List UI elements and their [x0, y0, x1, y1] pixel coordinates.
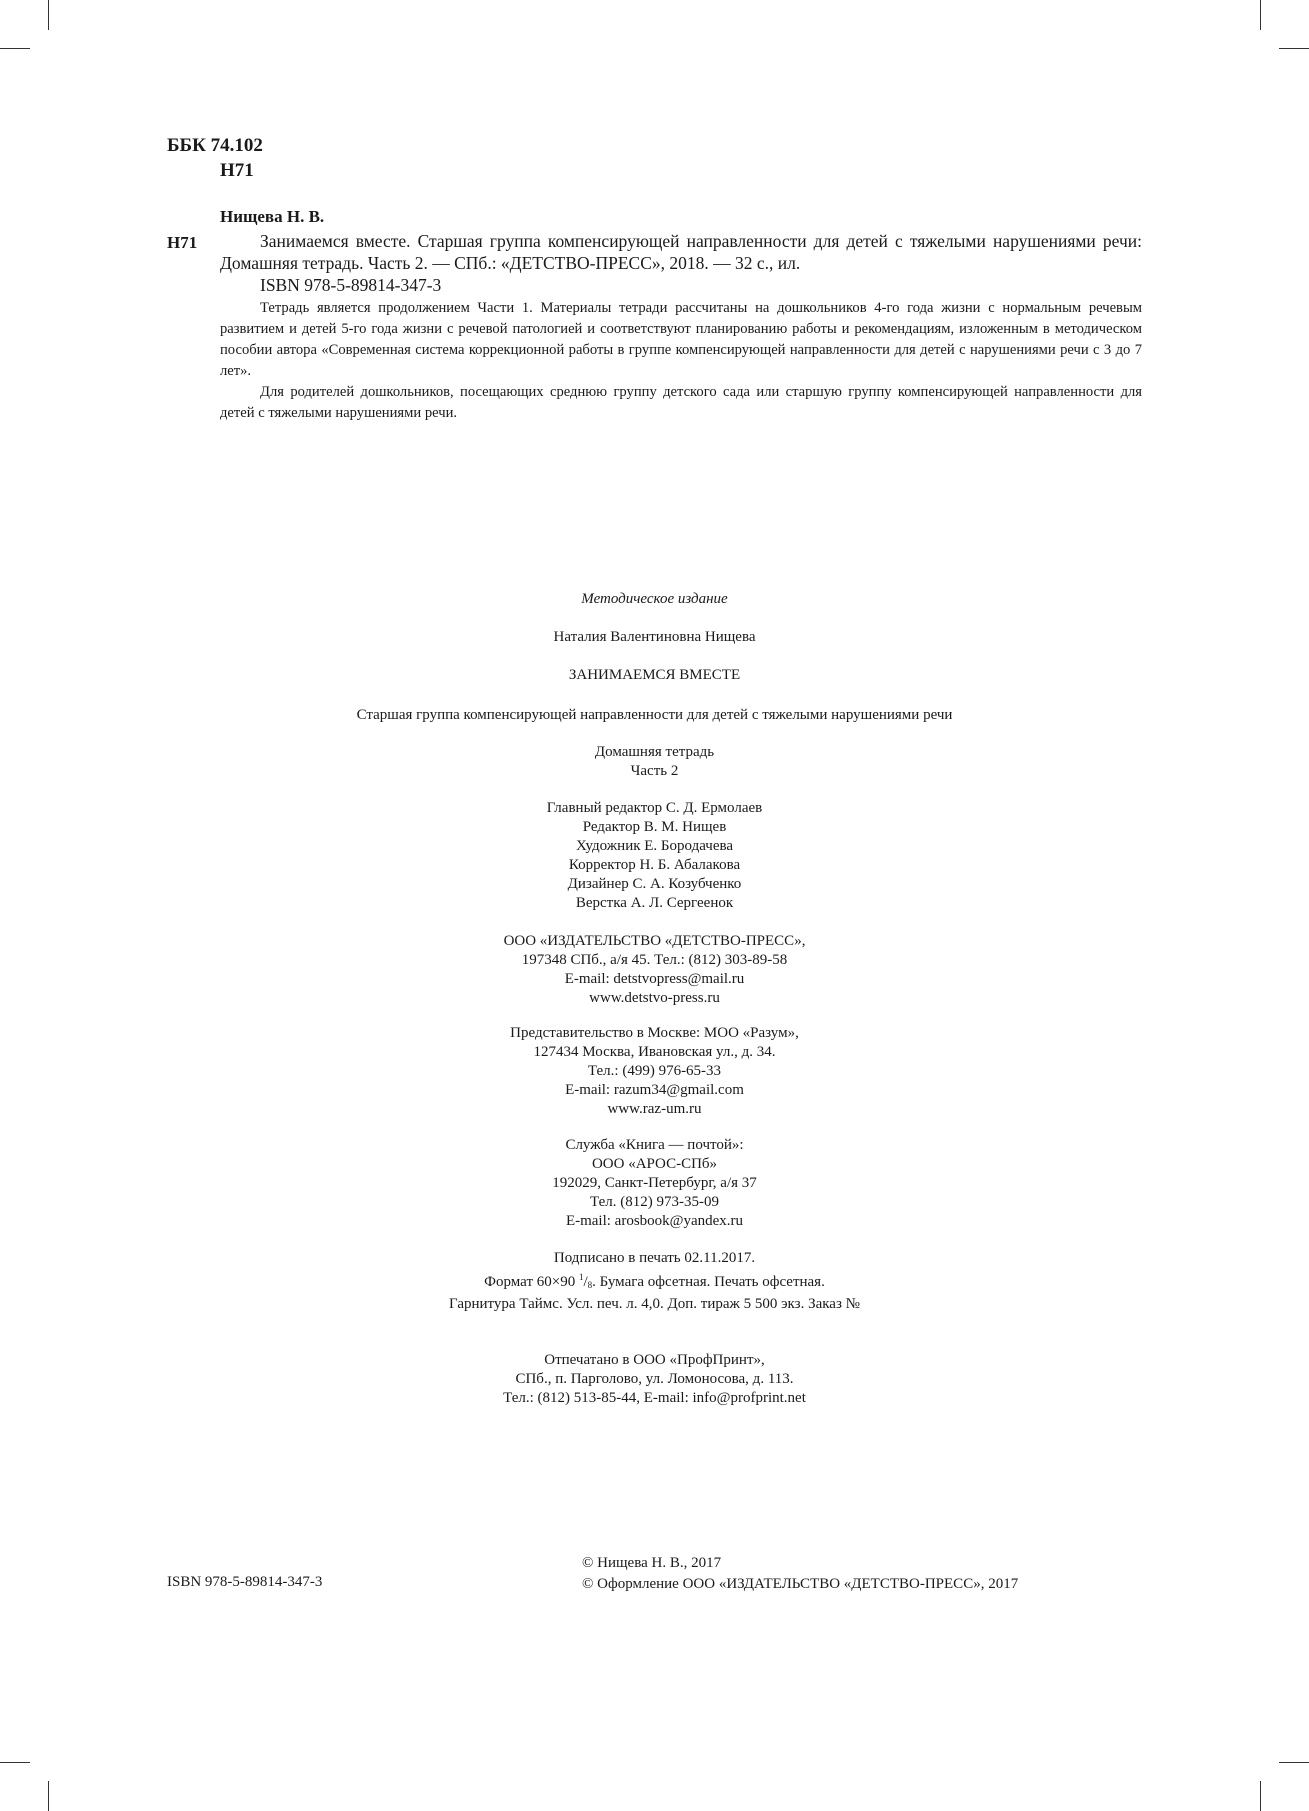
printer-line: Отпечатано в ООО «ПрофПринт»,: [544, 1352, 765, 1368]
mail-service-line: Служба «Книга — почтой»:: [565, 1137, 744, 1153]
format-prefix: Формат 60×90: [484, 1274, 579, 1290]
book-subtitle: Старшая группа компенсирующей направленности для детей с тяжелыми нарушениями речи: [356, 707, 953, 723]
printer-line: СПб., п. Парголово, ул. Ломоносова, д. 113.: [515, 1371, 794, 1387]
crop-mark-bottom-right-h: [1279, 1762, 1309, 1763]
printer-line: Тел.: (812) 513-85-44, E-mail: info@profprint.net: [503, 1390, 806, 1406]
book-part: Часть 2: [630, 763, 679, 779]
mail-service-block: [0, 1136, 1309, 1231]
staff-item: Дизайнер С. А. Козубченко: [567, 876, 742, 892]
annotation: [220, 298, 1142, 424]
author-heading: Нищева Н. В.: [220, 207, 325, 226]
mail-service-line: 192029, Санкт-Петербург, а/я 37: [552, 1175, 757, 1191]
copyright-block: [582, 1553, 1018, 1595]
crop-mark-top-right-h: [1279, 48, 1309, 49]
staff-item: Корректор Н. Б. Абалакова: [568, 857, 741, 873]
mail-service-line: E-mail: arosbook@yandex.ru: [565, 1213, 744, 1229]
author-sign-left: Н71: [167, 233, 198, 252]
copyright-author: © Нищева Н. В., 2017: [582, 1555, 722, 1571]
format-line: [0, 1268, 1309, 1295]
moscow-line: E-mail: razum34@gmail.com: [565, 1082, 744, 1098]
moscow-line: Тел.: (499) 976-65-33: [587, 1063, 722, 1079]
book-type-block: [0, 743, 1309, 781]
moscow-line: Представительство в Москве: МОО «Разум»,: [510, 1025, 799, 1041]
crop-mark-top-left: [48, 0, 49, 30]
biblio-isbn: ISBN 978-5-89814-347-3: [260, 275, 442, 295]
bbk-classification: [167, 133, 263, 183]
bbk-code: ББК 74.102: [167, 135, 263, 156]
staff-list: [0, 799, 1309, 913]
publisher-line: www.detstvo-press.ru: [589, 990, 720, 1006]
printer-block: [0, 1351, 1309, 1408]
author-full-name: Наталия Валентиновна Нищева: [553, 629, 756, 645]
crop-mark-top-left-h: [0, 48, 30, 49]
staff-item: Главный редактор С. Д. Ермолаев: [546, 800, 763, 816]
format-suffix: . Бумага офсетная. Печать офсетная.: [592, 1274, 825, 1290]
annotation-paragraph-1: Тетрадь является продолжением Части 1. Материалы тетради рассчитаны на дошкольников 4-го года жизни с нормальным речевым развитием и детей 5-го года жизни с речевой патологией и соответствуют планированию работы и рекомендациям, изложенным в методическом пособии автора «Современная система коррекционной работы в группе компенсирующей направленности для детей с нарушениями речи с 3 до 7 лет».: [220, 300, 1142, 379]
staff-item: Редактор В. М. Нищев: [582, 819, 727, 835]
copyright-design: © Оформление ООО «ИЗДАТЕЛЬСТВО «ДЕТСТВО-ПРЕСС», 2017: [582, 1576, 1019, 1592]
staff-item: Верстка А. Л. Сергеенок: [575, 895, 734, 911]
edition-type: Методическое издание: [581, 591, 728, 607]
publisher-line: E-mail: detstvopress@mail.ru: [564, 971, 745, 987]
crop-mark-bottom-left: [48, 1781, 49, 1811]
mail-service-line: ООО «АРОС-СПб»: [591, 1156, 718, 1172]
signed-to-print: Подписано в печать 02.11.2017.: [553, 1250, 756, 1266]
crop-mark-top-right: [1260, 0, 1261, 30]
typeface-line: Гарнитура Таймс. Усл. печ. л. 4,0. Доп. тираж 5 500 экз. Заказ №: [449, 1296, 860, 1312]
book-type: Домашняя тетрадь: [594, 744, 715, 760]
crop-mark-bottom-left-h: [0, 1762, 30, 1763]
annotation-paragraph-2: Для родителей дошкольников, посещающих среднюю группу детского сада или старшую группу компенсирующей направленности для детей с тяжелыми нарушениями речи.: [220, 384, 1142, 421]
staff-item: Художник Е. Бородачева: [575, 838, 734, 854]
moscow-line: 127434 Москва, Ивановская ул., д. 34.: [533, 1044, 776, 1060]
footer-isbn: ISBN 978-5-89814-347-3: [167, 1574, 323, 1590]
bibliographic-description: [220, 230, 1142, 296]
print-info-block: [0, 1249, 1309, 1314]
book-title: ЗАНИМАЕМСЯ ВМЕСТЕ: [568, 667, 741, 683]
format-slash: /: [583, 1274, 588, 1290]
biblio-text: Занимаемся вместе. Старшая группа компенсирующей направленности для детей с тяжелыми нарушениями речи: Домашняя тетрадь. Часть 2. — СПб.: «ДЕТСТВО-ПРЕСС», 2018. — 32 с., ил.: [220, 231, 1142, 273]
publisher-line: 197348 СПб., а/я 45. Тел.: (812) 303-89-58: [521, 952, 788, 968]
moscow-office-block: [0, 1024, 1309, 1119]
moscow-line: www.raz-um.ru: [607, 1101, 702, 1117]
format-denominator: 8: [587, 1280, 593, 1290]
bbk-author-sign: Н71: [220, 160, 254, 181]
format-numerator: 1: [578, 1272, 584, 1282]
publisher-line: ООО «ИЗДАТЕЛЬСТВО «ДЕТСТВО-ПРЕСС»,: [503, 933, 806, 949]
crop-mark-bottom-right: [1260, 1781, 1261, 1811]
publisher-block: [0, 932, 1309, 1008]
mail-service-line: Тел. (812) 973-35-09: [590, 1194, 719, 1210]
